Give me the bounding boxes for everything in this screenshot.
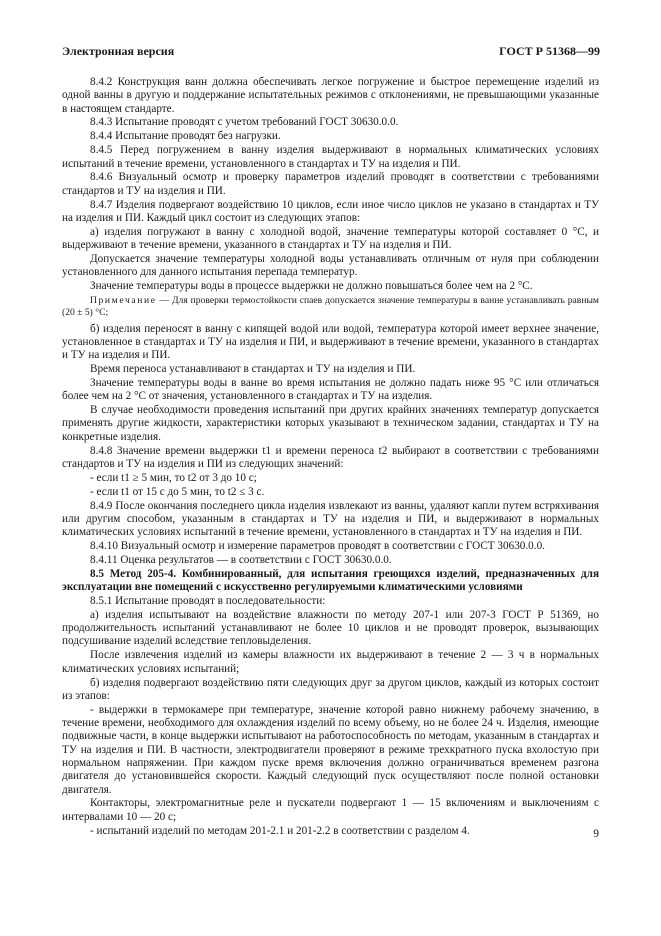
paragraph: 8.4.6 Визуальный осмотр и проверку параметров изделий проводят в соответствии с требованиями стандартов и ТУ на изделия и ПИ. xyxy=(62,171,599,197)
paragraph: а) изделия испытывают на воздействие влажности по методу 207-1 или 207-3 ГОСТ Р 51369, но продолжительность испытаний устанавливают не более 10 циклов и не проводят проверок, вызывающих подсушивание изделий вследствие тепловыделения. xyxy=(62,608,599,648)
list-item: - если t1 ≥ 5 мин, то t2 от 3 до 10 с; xyxy=(90,471,257,484)
paragraph: 8.4.3 Испытание проводят с учетом требований ГОСТ 30630.0.0. xyxy=(90,116,399,129)
paragraph: Допускается значение температуры холодной воды устанавливать отличным от нуля при соблюдении установленного для данного испытания перепада температур. xyxy=(62,253,599,279)
paragraph: 8.4.2 Конструкция ванн должна обеспечивать легкое погружение и быстрое перемещение изделий из одной ванны в другую и поддержание испытательных режимов с отклонениями, не превышающими указанные в настоящем стандарте. xyxy=(62,76,599,115)
paragraph: Время переноса устанавливают в стандартах и ТУ на изделия и ПИ. xyxy=(90,362,416,375)
header-left: Электронная версия xyxy=(62,44,175,58)
paragraph: 8.4.8 Значение времени выдержки t1 и времени переноса t2 выбирают в соответствии с требованиями стандартов и ТУ на изделия и ПИ из следующих значений: xyxy=(62,444,599,470)
paragraph: 8.5.1 Испытание проводят в последовательности: xyxy=(90,594,326,607)
paragraph: 8.4.7 Изделия подвергают воздействию 10 циклов, если иное число циклов не указано в стандартах и ТУ на изделия и ПИ. Каждый цикл состоит из следующих этапов: xyxy=(62,198,599,224)
paragraph: 8.4.5 Перед погружением в ванну изделия выдерживают в нормальных климатических условиях испытаний в течение времени, установленного в стандартах и ТУ на изделия и ПИ. xyxy=(62,144,599,170)
list-item: - испытаний изделий по методам 201-2.1 и 201-2.2 в соответствии с разделом 4. xyxy=(90,824,470,837)
note-label: Примечание xyxy=(90,294,157,306)
paragraph: б) изделия подвергают воздействию пяти следующих друг за другом циклов, каждый из которых состоит из этапов: xyxy=(62,676,599,702)
section-label: 8.5 Метод 205-4. xyxy=(90,567,177,580)
paragraph: Значение температуры воды в процессе выдержки не должно повышаться более чем на 2 °С. xyxy=(90,280,533,293)
paragraph: 8.4.11 Оценка результатов — в соответствии с ГОСТ 30630.0.0. xyxy=(90,553,392,566)
page-number: 9 xyxy=(593,828,599,840)
paragraph: 8.4.4 Испытание проводят без нагрузки. xyxy=(90,130,281,143)
paragraph: а) изделия погружают в ванну с холодной водой, значение температуры которой составляет 0 °С, и выдерживают в течение времени, указанного в стандартах и ТУ на изделия и ПИ. xyxy=(62,225,599,252)
paragraph: 8.4.9 После окончания последнего цикла изделия извлекают из ванны, удаляют капли путем встряхивания или другим способом, указанным в стандартах и ТУ на изделия и ПИ, и выдерживают в нормальных климатических условиях испытаний в течение времени, установленного в стандартах и ТУ на изделия и ПИ. xyxy=(62,499,599,539)
paragraph: 8.4.10 Визуальный осмотр и измерение параметров проводят в соответствии с ГОСТ 30630.0.0. xyxy=(90,540,545,552)
paragraph: После извлечения изделий из камеры влажности их выдерживают в течение 2 — 3 ч в нормальных климатических условиях испытаний; xyxy=(62,649,599,675)
note xyxy=(62,295,599,320)
paragraph: - выдержки в термокамере при температуре, значение которой равно нижнему рабочему значению, в течение времени, необходимого для охлаждения изделий по всему объему, но не более 24 ч. Изделия, имеющие подвижные части, в конце выдержки испытывают на работоспособность по методам, указанным в стандартах и ТУ на изделия и ПИ. В частности, электродвигатели проверяют в режиме трехкратного пуска вхолостую при нормальном напряжении. При каждом пуске время включения должно ограничиваться временем разгона двигателя до установившейся скорости. Каждый следующий пуск осуществляют после полной остановки двигателя. xyxy=(62,703,599,796)
list-item: - если t1 от 15 с до 5 мин, то t2 ≤ 3 с. xyxy=(90,485,265,498)
section-heading xyxy=(62,568,599,595)
paragraph: Значение температуры воды в ванне во время испытания не должно падать ниже 95 °С или отличаться более чем на 2 °С от значения, установленного в стандартах и ТУ на изделия. xyxy=(62,376,599,403)
section-title: Комбинированный, для испытания греющихся изделий, предназначенных для эксплуатации вне помещений с искусственно регулируемыми климатическими условиями xyxy=(62,567,599,594)
document-body xyxy=(62,76,599,838)
paragraph: В случае необходимости проведения испытаний при других крайних значениях температур допускается применять другие жидкости, характеристики которых указывают в техническом задании, стандартах и ТУ на конкретные изделия. xyxy=(62,404,599,443)
paragraph: б) изделия переносят в ванну с кипящей водой или водой, температура которой имеет верхнее значение, установленное в стандартах и ТУ на изделия и ПИ, и выдерживают в течение времени, указанного в стандартах и ТУ на изделия и ПИ. xyxy=(62,322,599,362)
note-text: — Для проверки термостойкости спаев допускается значение температуры в ванне устанавливать равным (20 ± 5) °С; xyxy=(62,294,599,318)
header-right: ГОСТ Р 51368—99 xyxy=(499,44,600,58)
paragraph: Контакторы, электромагнитные реле и пускатели подвергают 1 — 15 включениям и выключениям с интервалами 10 — 20 с; xyxy=(62,797,599,823)
